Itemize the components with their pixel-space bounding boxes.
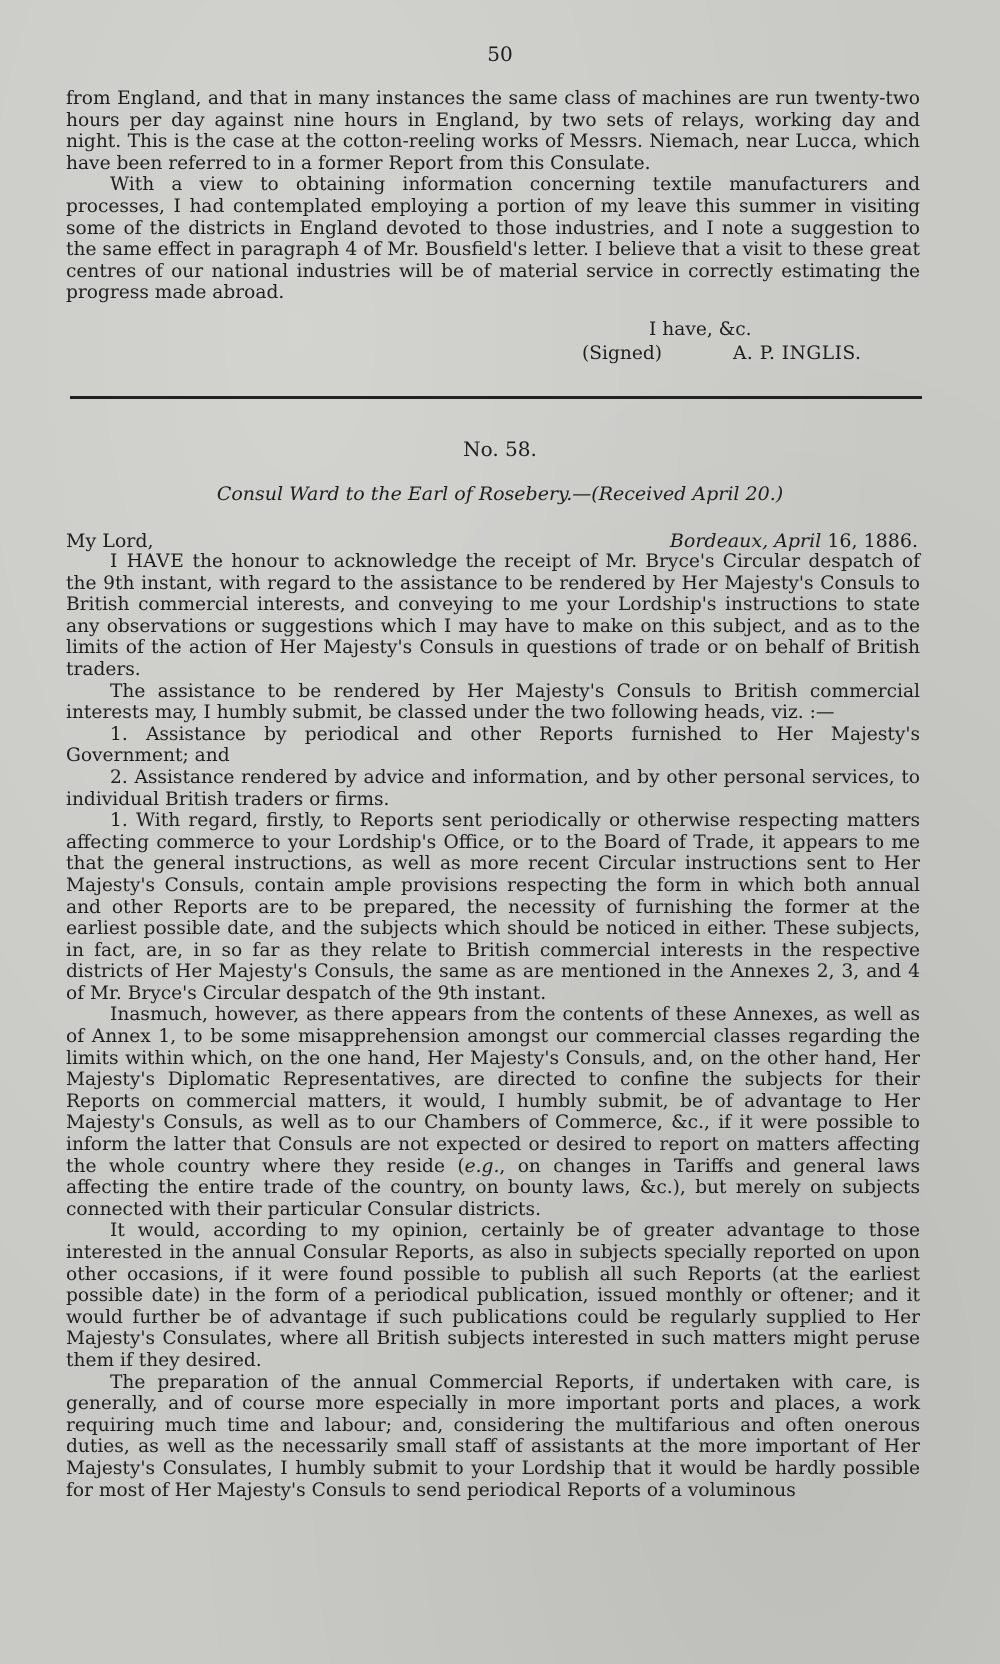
body-paragraph: 1. Assistance by periodical and other Reports furnished to Her Majesty's Government; and xyxy=(66,723,920,767)
continuation-text xyxy=(66,88,920,304)
page-number: 50 xyxy=(487,42,513,66)
paragraph-part: Inasmuch, however, as there appears from the contents of these Annexes, as well as of Annex 1, to be some misapprehension amongst our commercial classes regarding the limits within which, on the one hand, Her Majesty's Consuls, and, on the other hand, Her Majesty's Diplomatic Representatives, are directed to confine the subjects for their Reports on commercial matters, it would, I humbly submit, be of advantage to Her Majesty's Consuls, as well as to our Chambers of Commerce, &c., if it were possible to inform the latter that Consuls are not expected or desired to report on matters affecting the whole country where they reside ( xyxy=(66,1004,920,1177)
heading-received: —(Received April 20.) xyxy=(572,483,784,505)
body-paragraph: The preparation of the annual Commercial Reports, if undertaken with care, is generally, and of course more especially in more important ports and places, a work requiring much time and labour; and, considering the multifarious and often onerous duties, as well as the necessarily small staff of assistants at the more important of Her Majesty's Consulates, I humbly submit to your Lordship that it would be hardly possible for most of Her Majesty's Consuls to send periodical Reports of a voluminous xyxy=(66,1371,920,1501)
body-paragraph: It would, according to my opinion, certainly be of greater advantage to those interested in the annual Consular Reports, as also in subjects specially reported on upon other occasions, if it were found possible to publish all such Reports (at the earliest possible date) in the form of a periodical publication, issued monthly or oftener; and it would further be of advantage if such publications could be regularly supplied to Her Majesty's Consulates, where all British subjects interested in such matters might peruse them if they desired. xyxy=(66,1220,920,1371)
place-date xyxy=(670,530,918,552)
continuation-paragraph: from England, and that in many instances the same class of machines are run twenty-two hours per day against nine hours in England, by two sets of relays, working day and night. This is the case at the cotton-reeling works of Messrs. Niemach, near Lucca, which have been referred to in a former Report from this Consulate. xyxy=(66,88,920,174)
opening-words: I HAVE xyxy=(110,551,185,572)
letter-body xyxy=(66,551,920,1501)
body-paragraph: The assistance to be rendered by Her Majesty's Consuls to British commercial interests may, I humbly submit, be classed under the two following heads, viz. :— xyxy=(66,680,920,724)
continuation-paragraph: With a view to obtaining information concerning textile manufacturers and processes, I had contemplated employing a portion of my leave this summer in visiting some of the districts in England devoted to those industries, and I note a suggestion to the same effect in paragraph 4 of Mr. Bousfield's letter. I believe that a visit to these great centres of our national industries will be of material service in correctly estimating the progress made abroad. xyxy=(66,174,920,304)
date: 16, 1886. xyxy=(821,530,918,552)
heading-title: Consul Ward to the Earl of Rosebery. xyxy=(216,483,573,505)
body-paragraph: 1. With regard, firstly, to Reports sent periodically or otherwise respecting matters affecting commerce to your Lordship's Office, or to the Board of Trade, it appears to me that the general instructions, as well as more recent Circular instructions sent to Her Majesty's Consuls, contain ample provisions respecting the form in which both annual and other Reports are to be prepared, the necessity of furnishing the former at the earliest possible date, and the subjects which should be noticed in either. These subjects, in fact, are, in so far as they relate to British commercial interests in the respective districts of Her Majesty's Consuls, the same as are mentioned in the Annexes 2, 3, and 4 of Mr. Bryce's Circular despatch of the 9th instant. xyxy=(66,810,920,1004)
body-paragraph xyxy=(66,551,920,681)
signed-label: (Signed) xyxy=(582,343,662,364)
paragraph-part: , on changes in Tariffs and general laws affecting the entire trade of the country, on bounty laws, &c.), but merely on subjects connected with their particular Consular districts. xyxy=(66,1155,921,1220)
closing-formula: I have, &c. xyxy=(649,319,752,340)
salutation: My Lord, xyxy=(66,530,154,552)
document-number: No. 58. xyxy=(463,437,537,461)
section-divider xyxy=(70,396,922,399)
body-paragraph xyxy=(66,1004,920,1220)
signer-name: A. P. INGLIS. xyxy=(733,343,862,364)
place: Bordeaux, April xyxy=(669,530,822,552)
letter-heading xyxy=(0,483,1000,505)
body-paragraph: 2. Assistance rendered by advice and information, and by other personal services, to individual British traders or firms. xyxy=(66,766,920,810)
opening-rest: the honour to acknowledge the receipt of Mr. Bryce's Circular despatch of the 9th instant, with regard to the assistance to be rendered by Her Majesty's Consuls to British commercial interests, and conveying to me your Lordship's instructions to state any observations or suggestions which I may have to make on this subject, and as to the limits of the action of Her Majesty's Consuls in questions of trade or on behalf of British traders. xyxy=(66,551,920,680)
paragraph-italic: e.g. xyxy=(464,1155,500,1177)
